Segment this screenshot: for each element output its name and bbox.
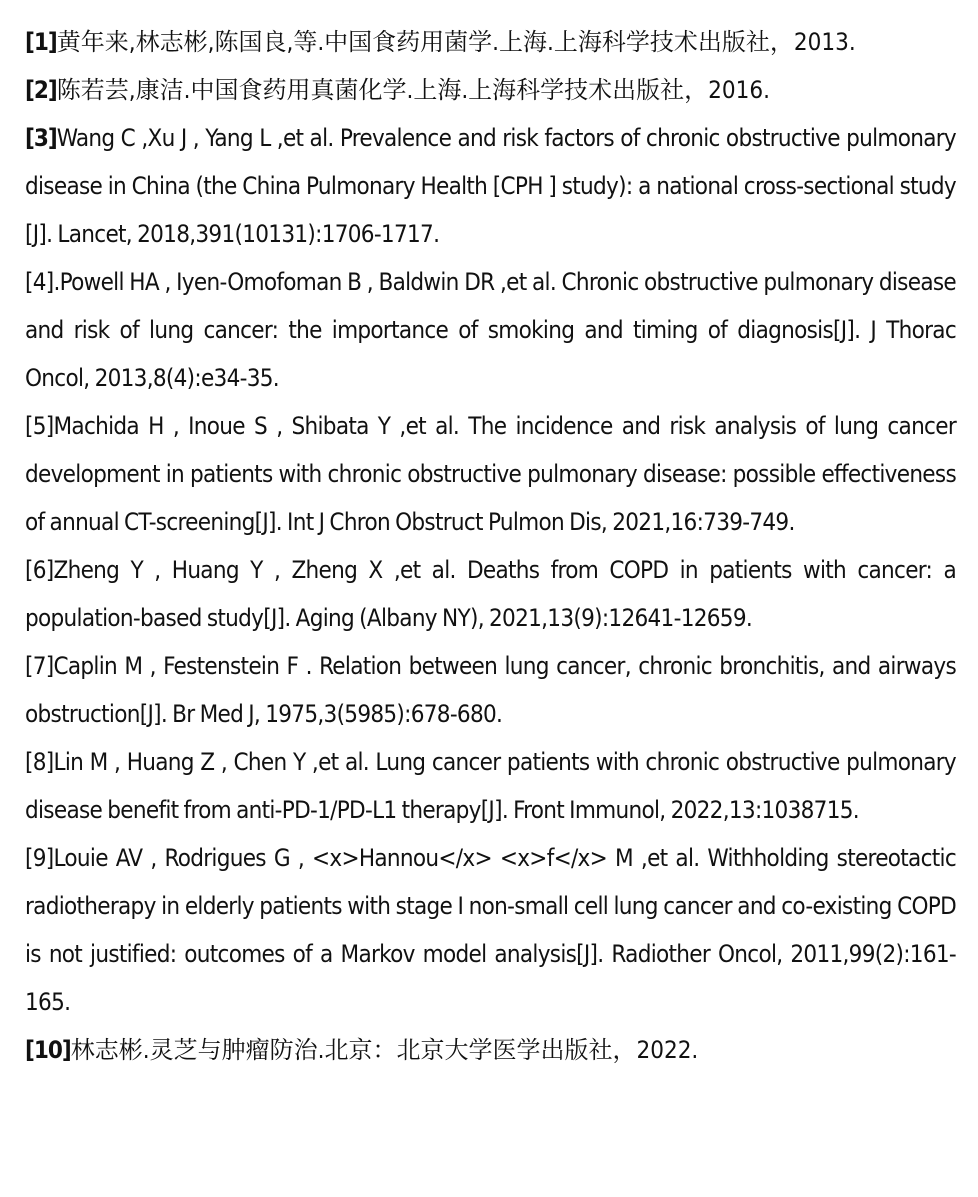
reference-item: [25, 402, 956, 546]
reference-number: [6]: [25, 556, 54, 584]
reference-text: Wang C ,Xu J , Yang L ,et al. Prevalence and risk factors of chronic obstructive pulmonary disease in China (the China Pulmonary Health [CPH ] study): a national cross-sectional study [J]. Lancet, 2018,391(10131):1706-1717.: [25, 124, 956, 248]
reference-number: [3]: [25, 124, 57, 152]
reference-text: .Powell HA , Iyen-Omofoman B , Baldwin DR ,et al. Chronic obstructive pulmonary disease and risk of lung cancer: the importance of smoking and timing of diagnosis[J]. J Thorac Oncol, 2013,8(4):e34-35.: [25, 268, 956, 392]
reference-text: 林志彬.灵芝与肿瘤防治.北京：北京大学医学出版社，2022.: [70, 1036, 699, 1064]
reference-list: [25, 18, 956, 1074]
reference-item: [25, 1026, 956, 1074]
reference-number: [7]: [25, 652, 54, 680]
reference-number: [9]: [25, 844, 54, 872]
reference-text: Louie AV , Rodrigues G , <x>Hannou</x> <x>f</x> M ,et al. Withholding stereotactic radiotherapy in elderly patients with stage I non-small cell lung cancer and co-existing COPD is not justified: outcomes of a Markov model analysis[J]. Radiother Oncol, 2011,99(2):161-165.: [25, 844, 956, 1016]
reference-number: [8]: [25, 748, 54, 776]
reference-item: [25, 738, 956, 834]
reference-text: 陈若芸,康洁.中国食药用真菌化学.上海.上海科学技术出版社，2016.: [56, 76, 770, 104]
reference-text: Machida H , Inoue S , Shibata Y ,et al. The incidence and risk analysis of lung cancer development in patients with chronic obstructive pulmonary disease: possible effectiveness of annual CT-screening[J]. Int J Chron Obstruct Pulmon Dis, 2021,16:739-749.: [25, 412, 956, 536]
reference-text: Lin M , Huang Z , Chen Y ,et al. Lung cancer patients with chronic obstructive pulmonary disease benefit from anti-PD-1/PD-L1 therapy[J]. Front Immunol, 2022,13:1038715.: [25, 748, 956, 824]
reference-item: [25, 258, 956, 402]
reference-number: [1]: [25, 28, 57, 56]
reference-item: [25, 114, 956, 258]
reference-item: [25, 834, 956, 1026]
reference-item: [25, 546, 956, 642]
reference-number: [10]: [25, 1036, 71, 1064]
reference-text: Caplin M , Festenstein F . Relation between lung cancer, chronic bronchitis, and airways obstruction[J]. Br Med J, 1975,3(5985):678-680.: [25, 652, 956, 728]
reference-item: [25, 18, 956, 66]
reference-number: [5]: [25, 412, 54, 440]
reference-text: 黄年来,林志彬,陈国良,等.中国食药用菌学.上海.上海科学技术出版社，2013.: [56, 28, 856, 56]
reference-item: [25, 66, 956, 114]
reference-text: Zheng Y , Huang Y , Zheng X ,et al. Deaths from COPD in patients with cancer: a population-based study[J]. Aging (Albany NY), 2021,13(9):12641-12659.: [25, 556, 956, 632]
reference-number: [4]: [25, 268, 54, 296]
reference-number: [2]: [25, 76, 57, 104]
reference-item: [25, 642, 956, 738]
